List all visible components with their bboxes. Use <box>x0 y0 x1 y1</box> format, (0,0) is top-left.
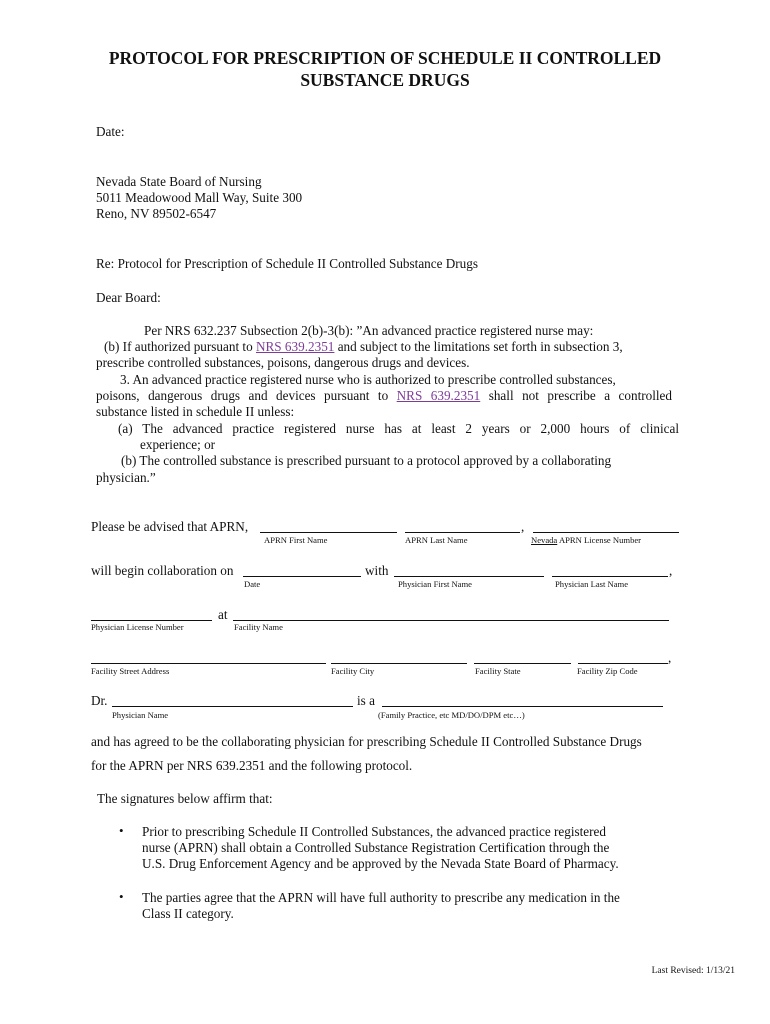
aprn-first-name-field[interactable] <box>260 532 397 533</box>
bullet-2-marker: • <box>119 889 124 904</box>
physician-specialty-field[interactable] <box>382 706 663 707</box>
physician-first-name-field[interactable] <box>394 576 544 577</box>
bullet-1-marker: • <box>119 823 124 838</box>
at-label: at <box>218 607 228 622</box>
facility-city-caption: Facility City <box>331 666 375 676</box>
facility-zip-caption: Facility Zip Code <box>577 666 638 676</box>
quote-line-2-end: and subject to the limitations set forth in subsection 3, <box>334 339 623 354</box>
is-a-label: is a <box>357 693 375 708</box>
address-line-2: 5011 Meadowood Mall Way, Suite 300 <box>96 190 303 205</box>
quote-line-1: Per NRS 632.237 Subsection 2(b)-3(b): ”An advanced practice registered nurse may: <box>144 323 594 338</box>
quote-line-5-end: shall not prescribe a controlled <box>480 388 672 403</box>
comma-1: , <box>521 519 525 534</box>
physician-license-caption: Physician License Number <box>91 622 184 632</box>
quote-line-9: (b) The controlled substance is prescribed pursuant to a protocol approved by a collaborating <box>121 453 612 468</box>
bullet-1-line-2: nurse (APRN) shall obtain a Controlled Substance Registration Certification through the <box>142 840 610 855</box>
quote-line-5-start: poisons, dangerous drugs and devices pursuant to <box>96 388 397 403</box>
facility-city-field[interactable] <box>331 663 467 664</box>
physician-name-field[interactable] <box>112 706 353 707</box>
facility-name-caption: Facility Name <box>234 622 283 632</box>
nrs-639-2351-link-1[interactable]: NRS 639.2351 <box>255 339 335 354</box>
facility-name-field[interactable] <box>233 620 669 621</box>
document-title-line-2: SUBSTANCE DRUGS <box>300 70 470 90</box>
quote-line-4: 3. An advanced practice registered nurse who is authorized to prescribe controlled substances, <box>120 372 616 387</box>
facility-street-field[interactable] <box>91 663 326 664</box>
agreed-line-2: for the APRN per NRS 639.2351 and the following protocol. <box>91 758 413 773</box>
agreed-line-1: and has agreed to be the collaborating physician for prescribing Schedule II Controlled Substance Drugs <box>91 734 642 749</box>
facility-state-field[interactable] <box>474 663 571 664</box>
date-label: Date: <box>96 124 125 139</box>
advised-label: Please be advised that APRN, <box>91 519 249 534</box>
aprn-license-caption-text: APRN License Number <box>558 535 642 545</box>
aprn-last-name-caption: APRN Last Name <box>405 535 468 545</box>
bullet-2-line-2: Class II category. <box>142 906 234 921</box>
physician-specialty-caption: (Family Practice, etc MD/DO/DPM etc…) <box>378 710 525 720</box>
quote-line-7: (a) The advanced practice registered nurse has at least 2 years or 2,000 hours of clinical <box>118 421 679 436</box>
document-title-line-1: PROTOCOL FOR PRESCRIPTION OF SCHEDULE II CONTROLLED <box>108 48 662 68</box>
aprn-license-caption <box>531 535 641 545</box>
quote-line-10: physician.” <box>96 470 156 485</box>
quote-line-2-start: (b) If authorized pursuant to <box>104 339 256 354</box>
comma-2: , <box>669 563 673 578</box>
facility-street-caption: Facility Street Address <box>91 666 170 676</box>
physician-name-caption: Physician Name <box>112 710 169 720</box>
bullet-1-line-3: U.S. Drug Enforcement Agency and be approved by the Nevada State Board of Pharmacy. <box>142 856 619 871</box>
physician-first-name-caption: Physician First Name <box>398 579 472 589</box>
address-line-1: Nevada State Board of Nursing <box>96 174 262 189</box>
date-caption: Date <box>244 579 261 589</box>
bullet-2-line-1: The parties agree that the APRN will have full authority to prescribe any medication in the <box>142 890 620 905</box>
quote-line-5 <box>96 388 672 404</box>
salutation: Dear Board: <box>96 290 161 305</box>
quote-line-6: substance listed in schedule II unless: <box>96 404 295 419</box>
dr-label: Dr. <box>91 693 108 708</box>
physician-license-field[interactable] <box>91 620 212 621</box>
bullet-1-line-1: Prior to prescribing Schedule II Controlled Substances, the advanced practice registered <box>142 824 606 839</box>
with-label: with <box>365 563 389 578</box>
facility-state-caption: Facility State <box>475 666 521 676</box>
signatures-affirm-label: The signatures below affirm that: <box>97 791 273 806</box>
quote-line-2 <box>104 339 623 355</box>
address-line-3: Reno, NV 89502-6547 <box>96 206 217 221</box>
re-line: Re: Protocol for Prescription of Schedule II Controlled Substance Drugs <box>96 256 478 271</box>
physician-last-name-caption: Physician Last Name <box>555 579 629 589</box>
aprn-first-name-caption: APRN First Name <box>264 535 328 545</box>
facility-zip-field[interactable] <box>578 663 668 664</box>
comma-3: , <box>668 650 672 665</box>
quote-line-3: prescribe controlled substances, poisons, dangerous drugs and devices. <box>96 355 470 370</box>
collaboration-label: will begin collaboration on <box>91 563 234 578</box>
nevada-word: Nevada <box>531 535 558 545</box>
last-revised-footer: Last Revised: 1/13/21 <box>651 966 735 976</box>
nrs-639-2351-link-2[interactable]: NRS 639.2351 <box>396 388 481 403</box>
aprn-last-name-field[interactable] <box>405 532 520 533</box>
aprn-license-field[interactable] <box>533 532 679 533</box>
collaboration-date-field[interactable] <box>243 576 361 577</box>
quote-line-8: experience; or <box>140 437 216 452</box>
physician-last-name-field[interactable] <box>552 576 668 577</box>
